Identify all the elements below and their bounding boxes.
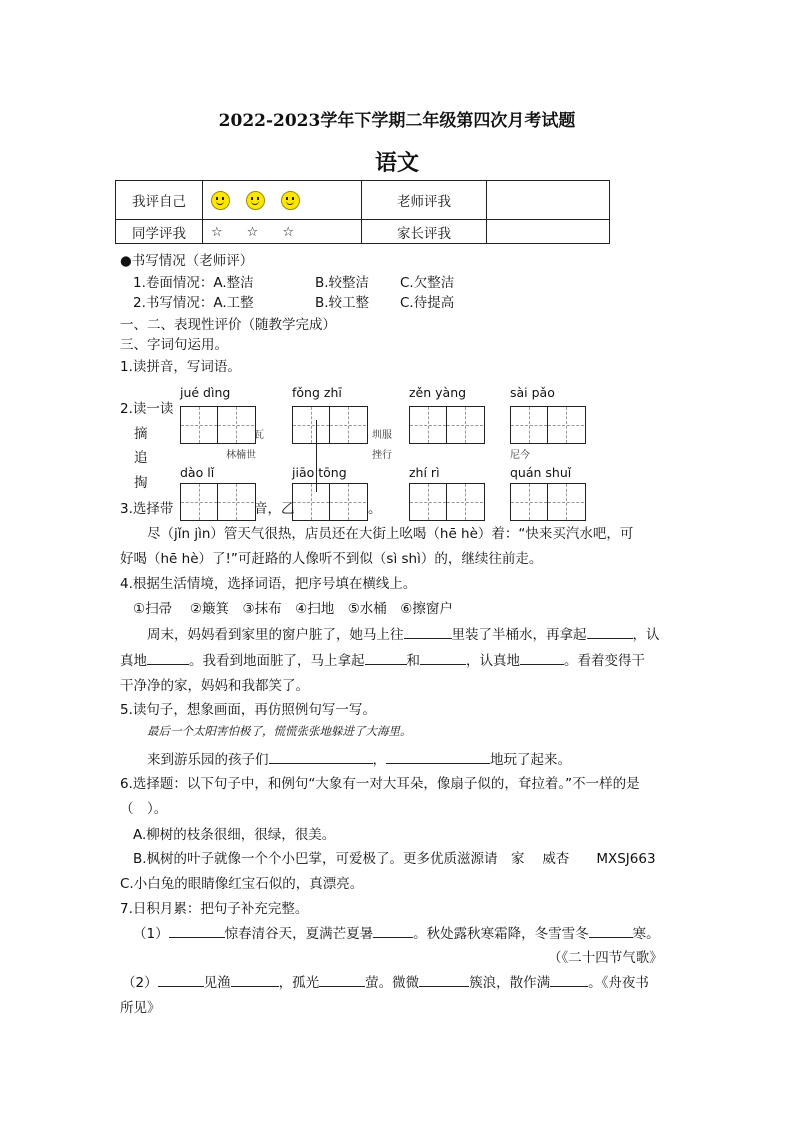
q7-blank-3[interactable] — [589, 923, 633, 938]
q4-title: 4.根据生活情境，选择词语，把序号填在横线上。 — [120, 576, 417, 592]
grid-guide-line — [348, 407, 349, 443]
grid-guide-line — [428, 484, 429, 520]
stray-line — [316, 420, 317, 492]
q4-blank-6[interactable] — [520, 650, 564, 665]
grid-guide-line — [311, 484, 312, 520]
smiley-icon — [211, 191, 230, 210]
q4-options: ①扫帚 ②簸箕 ③抹布 ④扫地 ⑤水桶 ⑥擦窗户 — [133, 601, 453, 617]
q6-option-a[interactable]: A.柳树的枝条很细，很绿，很美。 — [133, 827, 336, 843]
character-writing-box[interactable] — [510, 406, 586, 444]
q3-title: 3.选择带 — [120, 501, 174, 517]
pinyin-label: fǒng zhī — [292, 385, 342, 400]
q4-text: 真地 — [120, 653, 147, 669]
q7-blank-2[interactable] — [373, 923, 413, 938]
q5-text: ， — [372, 752, 386, 768]
grid-guide-line — [428, 407, 429, 443]
q4-blank-2[interactable] — [587, 624, 633, 639]
q2-fragment: 尼今 — [510, 450, 530, 461]
pinyin-label: quán shuǐ — [510, 465, 572, 480]
character-writing-box[interactable] — [409, 483, 485, 521]
teacher-eval-cell[interactable] — [487, 181, 610, 220]
q7-text: 见渔 — [203, 975, 231, 991]
q7-text: （2） — [122, 975, 158, 991]
q7-text: 。秋处露秋寒霜降，冬雪雪冬 — [413, 926, 589, 942]
pinyin-label: zhí rì — [409, 465, 440, 480]
q3-passage-1: 尽（jǐn jìn）管天气很热，店员还在大街上吆喝（hē hè）着：“快来买汽水吧，可 — [147, 526, 634, 542]
q4-blank-4[interactable] — [365, 650, 407, 665]
q7-blank-4[interactable] — [158, 972, 204, 987]
smiley-icon — [246, 191, 265, 210]
q5-text: 地玩了起来。 — [490, 752, 571, 768]
pinyin-label: sài pǎo — [510, 385, 555, 400]
star-icon: ☆ — [246, 224, 259, 240]
writing-row-1 — [133, 271, 455, 291]
peer-eval-label: 同学评我 — [116, 220, 203, 244]
parent-eval-label: 家长评我 — [362, 220, 487, 244]
character-cell[interactable] — [218, 407, 254, 443]
character-cell[interactable] — [181, 484, 218, 520]
q5-example-sentence: 最后一个太阳害怕极了，慌慌张张地躲进了大海里。 — [147, 724, 412, 738]
q7-text: （1） — [133, 926, 169, 942]
character-cell[interactable] — [330, 484, 366, 520]
grid-guide-line — [529, 484, 530, 520]
pinyin-label: zěn yàng — [409, 385, 467, 400]
evaluation-table — [115, 180, 610, 244]
q5-blank-1[interactable] — [269, 749, 373, 764]
q7-blank-5[interactable] — [231, 972, 279, 987]
q4-text: 和 — [406, 653, 420, 669]
writing-heading: ●书写情况（老师评） — [120, 253, 254, 269]
q6-option-b[interactable]: B.枫树的叶子就像一个个小巴掌，可爱极了。更多优质滋源请 家 威杏 MXSJ663 — [133, 851, 656, 867]
q3-fragment: 音，⼄ — [254, 501, 295, 517]
q4-text: ，认真地 — [466, 653, 520, 669]
q7-line-3: 所见》 — [120, 1000, 161, 1016]
q4-passage-2 — [120, 649, 645, 669]
character-cell[interactable] — [511, 407, 548, 443]
character-cell[interactable] — [330, 407, 366, 443]
character-cell[interactable] — [218, 484, 254, 520]
q7-text: ，孤光 — [278, 975, 320, 991]
q6-option-c[interactable]: C.小白兔的眼睛像红宝石似的，真漂亮。 — [120, 876, 364, 892]
q4-passage-1 — [147, 623, 660, 643]
section-1-2-heading: 一、二、表现性评价（随教学完成） — [120, 317, 336, 333]
q6-title: 6.选择题：以下句子中，和例句“大象有一对大耳朵，像扇子似的，耷拉着。”不一样的是 — [120, 776, 640, 792]
paper-neat-c: C.欠整洁 — [400, 275, 455, 291]
exam-title: 2022-2023学年下学期二年级第四次月考试题 — [218, 111, 576, 131]
q7-blank-7[interactable] — [419, 972, 469, 987]
character-cell[interactable] — [548, 484, 584, 520]
character-writing-box[interactable] — [180, 406, 256, 444]
grid-guide-line — [236, 484, 237, 520]
character-cell[interactable] — [548, 407, 584, 443]
q1-title: 1.读拼音，写词语。 — [120, 359, 241, 375]
q2-fragment: 挫行 — [372, 450, 392, 461]
subject-title: 语文 — [374, 151, 419, 176]
character-writing-box[interactable] — [510, 483, 586, 521]
q7-text: 簇浪，散作满 — [469, 975, 551, 991]
q4-blank-3[interactable] — [147, 650, 189, 665]
character-writing-box[interactable] — [292, 406, 368, 444]
star-icon: ☆ — [282, 224, 294, 240]
character-cell[interactable] — [410, 484, 447, 520]
q3-passage-2: 好喝（hē hè）了!”可赶路的人像听不到似（sì shì）的，继续往前走。 — [120, 551, 543, 567]
character-writing-box[interactable] — [180, 483, 256, 521]
q2-fragment: 圳服 — [372, 430, 392, 441]
q7-blank-8[interactable] — [550, 972, 588, 987]
grid-guide-line — [199, 407, 200, 443]
q5-title: 5.读句子，想象画面，再仿照例句写一写。 — [120, 702, 376, 718]
character-cell[interactable] — [511, 484, 548, 520]
character-cell[interactable] — [447, 484, 483, 520]
q5-blank-2[interactable] — [386, 749, 490, 764]
q2-char-1: 摘 — [134, 426, 148, 442]
q7-text: 萤。微微 — [365, 975, 420, 991]
grid-guide-line — [566, 484, 567, 520]
q4-text: 。看着变得干 — [564, 653, 645, 669]
q4-blank-5[interactable] — [420, 650, 466, 665]
character-writing-box[interactable] — [292, 483, 368, 521]
self-eval-label: 我评自己 — [116, 181, 203, 220]
peer-eval-stars — [203, 220, 362, 244]
character-writing-box[interactable] — [409, 406, 485, 444]
q2-title: 2.读一读 — [120, 401, 174, 417]
pinyin-label: dào lǐ — [180, 465, 215, 480]
writing-neat-b: B.较工整 — [315, 295, 370, 311]
paper-neat-a: 1.卷面情况：A.整洁 — [133, 275, 254, 291]
paper-neat-b: B.较整洁 — [315, 275, 370, 291]
q7-text: 。《舟夜书 — [588, 975, 649, 991]
parent-eval-cell[interactable] — [487, 220, 610, 244]
grid-guide-line — [566, 407, 567, 443]
q7-blank-6[interactable] — [319, 972, 365, 987]
q4-text: 里装了半桶水，再拿起 — [451, 627, 587, 643]
character-cell[interactable] — [447, 407, 483, 443]
q4-text: ，认 — [632, 627, 660, 643]
grid-guide-line — [199, 484, 200, 520]
writing-neat-a: 2.书写情况：A.工整 — [133, 295, 254, 311]
q2-char-2: 追 — [134, 450, 148, 466]
section-3-heading: 三、字词句运用。 — [120, 337, 228, 353]
q4-passage-3: 干净净的家，妈妈和我都笑了。 — [120, 678, 309, 694]
q7-text: 寒。 — [632, 926, 660, 942]
q5-fill-sentence — [147, 748, 571, 768]
q5-text: 来到游乐园的孩子们 — [147, 752, 269, 768]
q7-line-1 — [133, 922, 660, 942]
star-icon: ☆ — [211, 224, 223, 240]
character-cell[interactable] — [293, 407, 330, 443]
q7-line-2 — [122, 971, 649, 991]
q7-text: 惊春清谷天，夏满芒夏暑 — [224, 926, 374, 942]
q2-fragment: 瓦 — [254, 430, 264, 441]
writing-neat-c: C.待提高 — [400, 295, 455, 311]
pinyin-label: jiāo tōng — [292, 465, 347, 480]
q2-char-3: 掏 — [134, 475, 148, 491]
character-cell[interactable] — [410, 407, 447, 443]
q4-blank-1[interactable] — [404, 624, 452, 639]
writing-row-2 — [133, 291, 455, 311]
grid-guide-line — [311, 407, 312, 443]
grid-guide-line — [348, 484, 349, 520]
self-eval-smileys — [203, 181, 362, 220]
teacher-eval-label: 老师评我 — [362, 181, 487, 220]
grid-guide-line — [236, 407, 237, 443]
grid-guide-line — [529, 407, 530, 443]
character-cell[interactable] — [181, 407, 218, 443]
pinyin-label: jué dìng — [180, 385, 231, 400]
q4-text: 周末，妈妈看到家里的窗户脏了，她马上往 — [147, 627, 404, 643]
q6-paren: （ ）。 — [120, 801, 168, 817]
q4-text: 。我看到地面脏了，马上拿起 — [189, 653, 365, 669]
q2-fragment: 林楠世 — [226, 450, 256, 461]
q7-blank-1[interactable] — [169, 923, 225, 938]
q7-source-1: （《二十四节气歌》 — [548, 950, 663, 966]
grid-guide-line — [465, 407, 466, 443]
smiley-icon — [281, 191, 300, 210]
grid-guide-line — [465, 484, 466, 520]
q3-fragment-end: 。 — [368, 501, 382, 517]
q7-title: 7.日积月累：把句子补充完整。 — [120, 901, 309, 917]
character-cell[interactable] — [293, 484, 330, 520]
